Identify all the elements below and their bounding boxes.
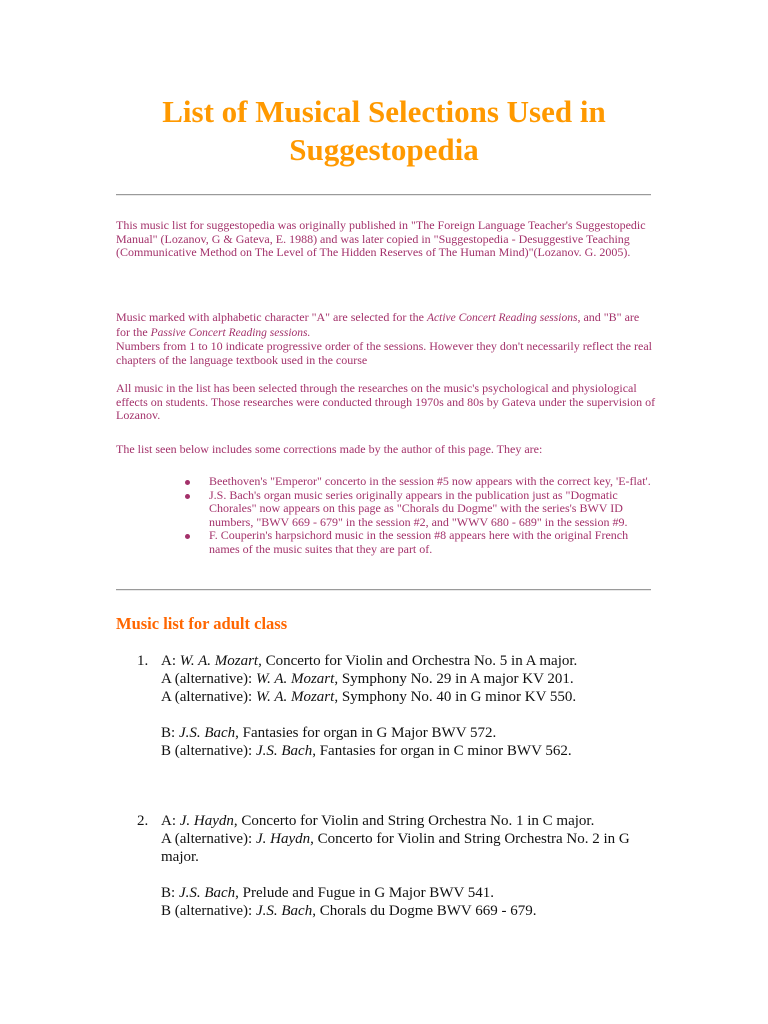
list-item	[185, 489, 655, 530]
intro-paragraph-corrections	[116, 443, 656, 457]
top-divider	[116, 194, 651, 196]
selection-line	[161, 688, 656, 706]
composer-name: W. A. Mozart	[255, 689, 335, 705]
work-title: , Concerto for Violin and String Orchestra No. 1 in C major.	[233, 813, 595, 829]
intro-text-markings	[116, 311, 656, 367]
composer-name: J. Haydn	[179, 813, 234, 829]
marking-text-numbers: Numbers from 1 to 10 indicate progressive order of the sessions. However they don't necessarily reflect the real chapters of the language textbook used in the course	[116, 339, 652, 367]
spacer	[161, 866, 656, 884]
page-title-line-2: Suggestopedia	[289, 132, 479, 167]
page-title-line-1: List of Musical Selections Used in	[162, 94, 606, 129]
intro-text-corrections: The list seen below includes some corrections made by the author of this page. They are:	[116, 442, 543, 456]
selection-label: B (alternative):	[161, 743, 256, 759]
work-title: , Prelude and Fugue in G Major BWV 541.	[235, 885, 495, 901]
list-item	[185, 529, 655, 556]
work-title: , Concerto for Violin and String Orchestra No. 2 in G major.	[161, 831, 630, 865]
selection-label: B:	[161, 725, 179, 741]
active-session-term: Active Concert Reading sessions	[427, 312, 578, 324]
work-title: , Symphony No. 29 in A major KV 201.	[334, 671, 574, 687]
correction-text: J.S. Bach's organ music series originally appears in the publication just as "Dogmatic Chorales" now appears on this page as "Chorals du Dogme" with the series's BWV ID numbers, "BWV 669 - 679" in the session #2, and "WWV 680 - 689" in the session #9.	[209, 487, 628, 529]
correction-text: F. Couperin's harpsichord music in the session #8 appears here with the original French names of the music suites that they are part of.	[209, 528, 629, 556]
spacer	[161, 706, 656, 724]
intro-paragraph-markings	[116, 311, 656, 367]
selection-label: A:	[161, 813, 180, 829]
composer-name: J.S. Bach	[178, 885, 236, 901]
passive-session-term: Passive Concert Reading sessions.	[150, 326, 311, 339]
composer-name: J.S. Bach	[255, 903, 313, 919]
selection-line	[161, 724, 656, 742]
correction-text: Beethoven's "Emperor" concerto in the session #5 now appears with the correct key, 'E-flat'.	[209, 474, 651, 488]
work-title: , Concerto for Violin and Orchestra No. 5 in A major.	[258, 653, 578, 669]
corrections-list	[185, 475, 655, 556]
intro-text-research: All music in the list has been selected through the researches on the music's psychological and physiological effects on students. Those researches were conducted through 1970s and 80s by Gateva under the supervision of Lozanov.	[116, 381, 656, 422]
list-item	[185, 475, 655, 489]
selection-line	[161, 830, 656, 866]
work-title: , Fantasies for organ in G Major BWV 572.	[235, 725, 497, 741]
session-body	[161, 812, 656, 920]
bullet-icon	[185, 494, 190, 499]
composer-name: W. A. Mozart	[255, 671, 335, 687]
work-title: , Fantasies for organ in C minor BWV 562.	[312, 743, 572, 759]
bullet-icon	[185, 534, 190, 539]
session-number: 1.	[137, 653, 149, 669]
selection-line	[161, 884, 656, 902]
selection-line	[161, 742, 656, 760]
session-number: 2.	[137, 813, 149, 829]
selection-line	[161, 812, 656, 830]
composer-name: J. Haydn	[255, 831, 311, 847]
selection-line	[161, 670, 656, 688]
section-heading: Music list for adult class	[116, 614, 288, 633]
selection-label: A (alternative):	[161, 831, 256, 847]
selection-line	[161, 652, 656, 670]
intro-text-source: This music list for suggestopedia was originally published in "The Foreign Language Teacher's Suggestopedic Manual" (Lozanov, G & Gateva, E. 1988) and was later copied in "Suggestopedia - Desuggestive Teaching (Communicative Method on The Level of The Hidden Reserves of The Human Mind)"(Lozanov. G. 2005).	[116, 218, 646, 259]
intro-paragraph-source	[116, 219, 656, 260]
session-body	[161, 652, 656, 760]
composer-name: J.S. Bach	[178, 725, 236, 741]
selection-label: A (alternative):	[161, 671, 256, 687]
marking-text-a: Music marked with alphabetic character "A" are selected for the	[116, 310, 427, 324]
marking-text-b: , and "B" are for the	[116, 310, 640, 339]
work-title: , Chorals du Dogme BWV 669 - 679.	[312, 903, 537, 919]
intro-paragraph-research	[116, 382, 656, 423]
middle-divider	[116, 589, 651, 591]
bullet-icon	[185, 480, 190, 485]
selection-label: B:	[161, 885, 179, 901]
selection-label: A (alternative):	[161, 689, 256, 705]
selection-label: B (alternative):	[161, 903, 256, 919]
work-title: , Symphony No. 40 in G minor KV 550.	[334, 689, 577, 705]
selection-line	[161, 902, 656, 920]
composer-name: J.S. Bach	[255, 743, 313, 759]
composer-name: W. A. Mozart	[179, 653, 259, 669]
page-title	[0, 93, 768, 169]
selection-label: A:	[161, 653, 180, 669]
